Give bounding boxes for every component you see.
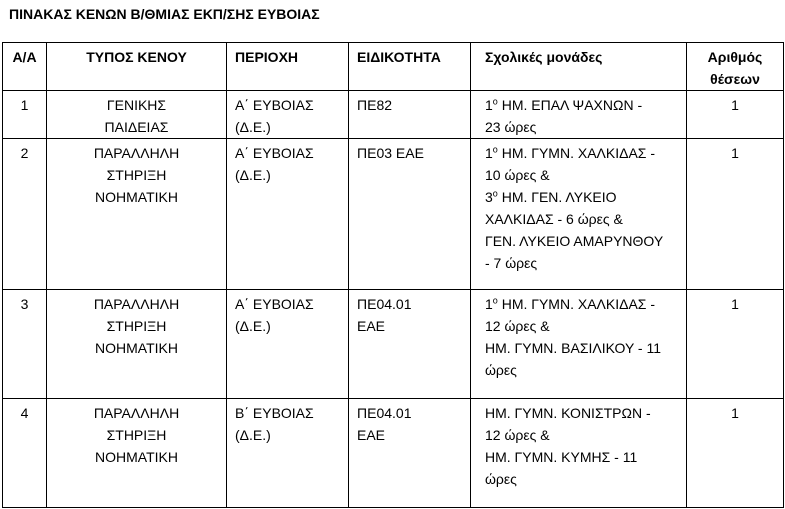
header-specialty: ΕΙΔΙΚΟΤΗΤΑ [349, 43, 471, 91]
cell-specialty [349, 91, 471, 139]
cell-specialty [349, 139, 471, 290]
school-line [485, 208, 678, 230]
table-header-row [3, 43, 784, 91]
cell-type [47, 399, 227, 508]
header-schools: Σχολικές μονάδες [471, 43, 687, 91]
school-line [485, 424, 678, 446]
header-count-line1: Αριθμός [707, 49, 763, 65]
school-text: ΗΜ. ΓΕΝ. ΛΥΚΕΙΟ [497, 189, 617, 205]
school-ordinal-number: 1 [485, 97, 493, 113]
specialty-line: ΕΑΕ [357, 427, 386, 443]
area-line: (Δ.Ε.) [235, 427, 271, 443]
area-line: Β΄ ΕΥΒΟΙΑΣ [235, 405, 314, 421]
table-row [3, 91, 784, 139]
school-text: ΓΕΝ. ΛΥΚΕΙΟ ΑΜΑΡΥΝΘΟΥ [485, 233, 664, 249]
type-line: ΣΤΗΡΙΞΗ [106, 167, 167, 183]
vacancies-table [2, 42, 784, 508]
type-line: ΣΤΗΡΙΞΗ [106, 427, 167, 443]
school-ordinal-number: 1 [485, 296, 493, 312]
area-line: Α΄ ΕΥΒΟΙΑΣ [235, 145, 314, 161]
school-text: ΗΜ. ΓΥΜΝ. ΚΟΝΙΣΤΡΩΝ - [485, 405, 651, 421]
cell-schools [471, 91, 687, 139]
school-line [485, 315, 678, 337]
school-line [485, 94, 678, 116]
cell-count: 1 [687, 399, 784, 508]
cell-schools [471, 399, 687, 508]
school-ordinal-number: 3 [485, 189, 493, 205]
header-aa: Α/Α [3, 43, 47, 91]
cell-schools [471, 139, 687, 290]
area-line: Α΄ ΕΥΒΟΙΑΣ [235, 296, 314, 312]
cell-count: 1 [687, 290, 784, 399]
school-ordinal-suffix: ο [492, 188, 498, 199]
cell-aa: 2 [3, 139, 47, 290]
cell-specialty [349, 399, 471, 508]
school-ordinal-suffix: ο [492, 96, 498, 107]
specialty-line: ΕΑΕ [357, 318, 386, 334]
cell-area [227, 290, 349, 399]
school-text: ώρες [485, 471, 517, 487]
school-line [485, 359, 678, 381]
school-ordinal-suffix: ο [492, 144, 498, 155]
area-line: (Δ.Ε.) [235, 119, 271, 135]
school-line [485, 142, 678, 164]
cell-aa: 1 [3, 91, 47, 139]
header-type: ΤΥΠΟΣ ΚΕΝΟΥ [47, 43, 227, 91]
type-line: ΠΑΙΔΕΙΑΣ [104, 119, 169, 135]
specialty-line: ΠΕ03 ΕΑΕ [357, 145, 424, 161]
table-row [3, 139, 784, 290]
cell-count: 1 [687, 91, 784, 139]
school-text: ΧΑΛΚΙΔΑΣ - 6 ώρες & [485, 211, 623, 227]
cell-type [47, 139, 227, 290]
cell-type [47, 91, 227, 139]
cell-area [227, 139, 349, 290]
school-line [485, 446, 678, 468]
cell-schools [471, 290, 687, 399]
table-row [3, 399, 784, 508]
cell-aa: 3 [3, 290, 47, 399]
type-line: ΠΑΡΑΛΛΗΛΗ [93, 296, 180, 312]
school-text: ΗΜ. ΓΥΜΝ. ΧΑΛΚΙΔΑΣ - [497, 296, 656, 312]
cell-aa: 4 [3, 399, 47, 508]
header-area: ΠΕΡΙΟΧΗ [227, 43, 349, 91]
type-line: ΠΑΡΑΛΛΗΛΗ [93, 405, 180, 421]
type-line: ΓΕΝΙΚΗΣ [106, 97, 167, 113]
school-text: - 7 ώρες [485, 255, 538, 271]
table-row [3, 290, 784, 399]
document-title: ΠΙΝΑΚΑΣ ΚΕΝΩΝ Β/ΘΜΙΑΣ ΕΚΠ/ΣΗΣ ΕΥΒΟΙΑΣ [9, 6, 320, 22]
school-line [485, 468, 678, 490]
specialty-line: ΠΕ04.01 [357, 296, 412, 312]
school-line [485, 337, 678, 359]
header-count-line2: θέσεων [710, 71, 760, 87]
area-line: Α΄ ΕΥΒΟΙΑΣ [235, 97, 314, 113]
school-text: 12 ώρες & [485, 427, 550, 443]
area-line: (Δ.Ε.) [235, 318, 271, 334]
cell-count: 1 [687, 139, 784, 290]
school-line [485, 186, 678, 208]
school-text: ΗΜ. ΓΥΜΝ. ΒΑΣΙΛΙΚΟΥ - 11 [485, 340, 662, 356]
school-text: 23 ώρες [485, 119, 537, 135]
school-text: ΗΜ. ΓΥΜΝ. ΚΥΜΗΣ - 11 [485, 449, 638, 465]
type-line: ΠΑΡΑΛΛΗΛΗ [93, 145, 180, 161]
school-line [485, 293, 678, 315]
school-line [485, 252, 678, 274]
cell-area [227, 91, 349, 139]
specialty-line: ΠΕ82 [357, 97, 393, 113]
type-line: ΝΟΗΜΑΤΙΚΗ [95, 340, 178, 356]
cell-type [47, 290, 227, 399]
school-line [485, 402, 678, 424]
type-line: ΝΟΗΜΑΤΙΚΗ [95, 449, 178, 465]
school-ordinal-number: 1 [485, 145, 493, 161]
school-text: 12 ώρες & [485, 318, 550, 334]
cell-area [227, 399, 349, 508]
area-line: (Δ.Ε.) [235, 167, 271, 183]
specialty-line: ΠΕ04.01 [357, 405, 412, 421]
cell-specialty [349, 290, 471, 399]
header-count [687, 43, 784, 91]
school-line [485, 164, 678, 186]
school-line [485, 116, 678, 138]
school-text: 10 ώρες & [485, 167, 550, 183]
school-text: ώρες [485, 362, 517, 378]
type-line: ΣΤΗΡΙΞΗ [106, 318, 167, 334]
school-text: ΗΜ. ΓΥΜΝ. ΧΑΛΚΙΔΑΣ - [497, 145, 656, 161]
school-ordinal-suffix: ο [492, 295, 498, 306]
school-line [485, 230, 678, 252]
school-text: ΗΜ. ΕΠΑΛ ΨΑΧΝΩΝ - [497, 97, 643, 113]
type-line: ΝΟΗΜΑΤΙΚΗ [95, 189, 178, 205]
